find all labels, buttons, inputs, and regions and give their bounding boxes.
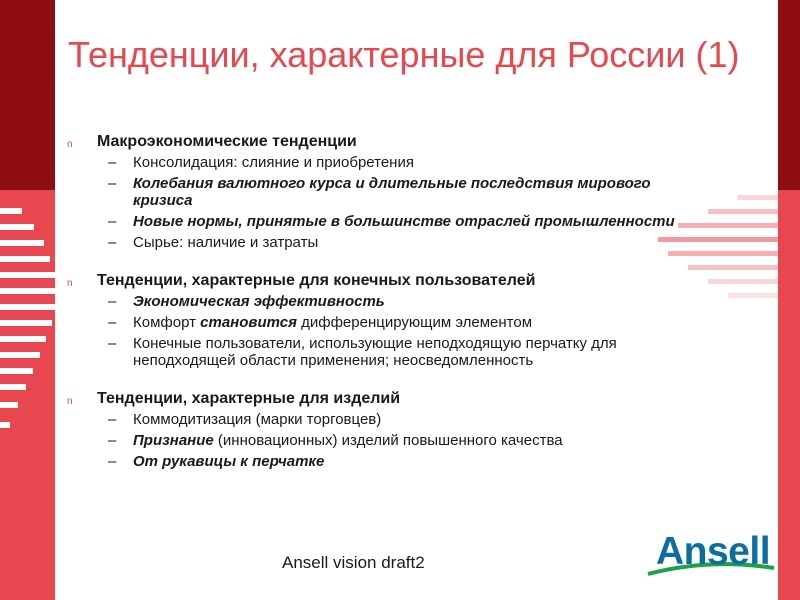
list-item — [67, 432, 707, 449]
list-item-emphasis: Признание — [133, 432, 214, 449]
section-macro — [67, 132, 707, 251]
list-item — [67, 234, 707, 251]
list-item — [67, 411, 707, 428]
list-item — [67, 293, 707, 310]
dash-icon: – — [108, 175, 117, 192]
section-heading-text: Макроэкономические тенденции — [97, 133, 357, 150]
ansell-logo — [640, 528, 780, 578]
list-item-text: дифференцирующим элементом — [296, 314, 533, 331]
right-decorative-band — [778, 0, 800, 600]
slide-body — [67, 132, 707, 490]
list-item-text: Колебания валютного курса и длительные последствия мирового кризиса — [133, 175, 651, 209]
dash-icon: – — [108, 213, 117, 230]
list-item — [67, 314, 707, 331]
list-item-text: Новые нормы, принятые в большинстве отраслей промышленности — [133, 213, 675, 230]
dash-icon: – — [108, 154, 117, 171]
list-item-text: Конечные пользователи, использующие неподходящую перчатку для неподходящей области применения; неосведомленность — [133, 335, 617, 369]
list-item-text: От рукавицы к перчатке — [133, 453, 325, 470]
list-item-emphasis: становится — [200, 314, 297, 331]
section-heading-text: Тенденции, характерные для изделий — [97, 390, 401, 407]
right-band-red — [778, 190, 800, 600]
left-decorative-band — [0, 0, 55, 600]
footer-text: Ansell vision draft2 — [282, 553, 425, 572]
list-item — [67, 453, 707, 470]
section-heading — [67, 389, 707, 409]
left-band-stripes — [0, 190, 55, 600]
section-heading-text: Тенденции, характерные для конечных пользователей — [97, 272, 536, 289]
left-band-dark — [0, 0, 55, 190]
dash-icon: – — [108, 314, 117, 331]
dash-icon: – — [108, 293, 117, 310]
bullet-icon: n — [67, 139, 73, 150]
dash-icon: – — [108, 411, 117, 428]
list-item-text: (инновационных) изделий повышенного качества — [213, 432, 563, 449]
section-products — [67, 389, 707, 470]
list-item-text: Консолидация: слияние и приобретения — [133, 154, 414, 171]
list-item — [67, 154, 707, 171]
logo-text: Ansell — [656, 530, 771, 573]
section-end-users — [67, 271, 707, 369]
bullet-icon: n — [67, 278, 73, 289]
dash-icon: – — [108, 234, 117, 251]
list-item-text: Комфорт — [133, 314, 201, 331]
list-item — [67, 335, 707, 369]
dash-icon: – — [108, 453, 117, 470]
slide-title: Тенденции, характерные для России (1) — [68, 34, 740, 75]
list-item — [67, 175, 707, 209]
list-item-text: Экономическая эффективность — [133, 293, 385, 310]
bullet-icon: n — [67, 396, 73, 407]
dash-icon: – — [108, 335, 117, 352]
list-item — [67, 213, 707, 230]
section-heading — [67, 132, 707, 152]
slide-content — [55, 0, 778, 600]
list-item-text: Коммодитизация (марки торговцев) — [133, 411, 382, 428]
right-band-dark — [778, 0, 800, 190]
list-item-text: Сырье: наличие и затраты — [133, 234, 319, 251]
section-heading — [67, 271, 707, 291]
dash-icon: – — [108, 432, 117, 449]
